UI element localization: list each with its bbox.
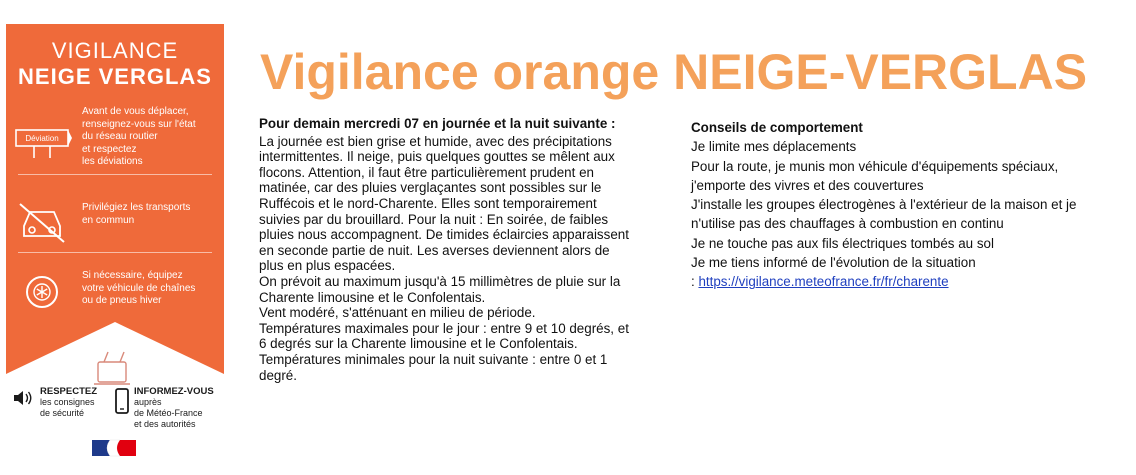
advice-line: n'utilise pas des chauffages à combustion en continu bbox=[691, 216, 1004, 232]
advice-text: Si nécessaire, équipez votre véhicule de chaînes ou de pneus hiver bbox=[82, 270, 196, 306]
advice-line: Je limite mes déplacements bbox=[691, 139, 857, 155]
deviation-sign-icon bbox=[14, 110, 72, 160]
advice-line: J'installe les groupes électrogènes à l'extérieur de la maison et je bbox=[691, 197, 1077, 213]
page-title: Vigilance orange NEIGE-VERGLAS bbox=[260, 44, 1088, 100]
phone-icon bbox=[114, 388, 130, 414]
deviation-badge: Déviation bbox=[25, 134, 59, 143]
advice-line: Je me tiens informé de l'évolution de la situation bbox=[691, 255, 976, 271]
french-republic-logo-icon bbox=[90, 438, 138, 458]
advice-text: Privilégiez les transports en commun bbox=[82, 202, 191, 226]
forecast-paragraph: Vent modéré, s'atténuant en milieu de période. bbox=[259, 305, 536, 321]
vigilance-poster bbox=[6, 24, 224, 464]
forecast-column bbox=[259, 116, 635, 383]
divider bbox=[18, 174, 212, 175]
advice-heading: Conseils de comportement bbox=[691, 120, 863, 135]
advice-column bbox=[691, 118, 1121, 292]
link-line bbox=[691, 272, 1121, 291]
forecast-paragraph: On prévoit au maximum jusqu'à 15 millimètres de pluie sur la Charente limousine et le Confolentais. bbox=[259, 273, 621, 305]
advice-line: Pour la route, je munis mon véhicule d'équipements spéciaux, bbox=[691, 158, 1059, 174]
speaker-icon bbox=[12, 388, 34, 408]
forecast-heading: Pour demain mercredi 07 en journée et la nuit suivante : bbox=[259, 116, 616, 131]
advice-line: Je ne touche pas aux fils électriques tombés au sol bbox=[691, 235, 994, 251]
link-prefix: : bbox=[691, 274, 699, 290]
inform-block: INFORMEZ-VOUS auprès de Météo-France et des autorités bbox=[114, 386, 214, 430]
advice-line: j'emporte des vivres et des couvertures bbox=[691, 177, 924, 193]
poster-title-line2: NEIGE VERGLAS bbox=[18, 64, 212, 89]
vigilance-link[interactable]: https://vigilance.meteofrance.fr/fr/charente bbox=[698, 274, 949, 290]
poster-advice-deviation bbox=[6, 106, 224, 176]
no-car-icon bbox=[14, 196, 72, 246]
advice-text: Avant de vous déplacer, renseignez-vous sur l'état du réseau routier et respectez les déviations bbox=[82, 106, 196, 167]
poster-title-line1: VIGILANCE bbox=[51, 38, 179, 63]
forecast-paragraph: Températures minimales pour la nuit suivante : entre 0 et 1 degré. bbox=[259, 351, 608, 383]
forecast-paragraph: La journée est bien grise et humide, avec des précipitations intermittentes. Il neige, puis quelques gouttes se mêlent aux flocons. Attention, il faut être particulièrement prudent en matinée, car des pluies verglaçantes sont possibles sur le Ruffécois et le nord-Charente. Elles sont temporairement suivies par du brouillard. Pour la nuit : En soirée, de faibles pluies nous accompagnent. De timides éclaircies apparaissent en seconde partie de nuit. Les averses deviennent alors de plus en plus espacées. bbox=[259, 133, 629, 274]
respect-block: RESPECTEZ les consignes de sécurité bbox=[12, 386, 112, 419]
forecast-paragraph: Températures maximales pour le jour : entre 9 et 10 degrés, et 6 degrés sur la Charente limousine et le Confolentais. bbox=[259, 320, 629, 352]
divider bbox=[18, 252, 212, 253]
